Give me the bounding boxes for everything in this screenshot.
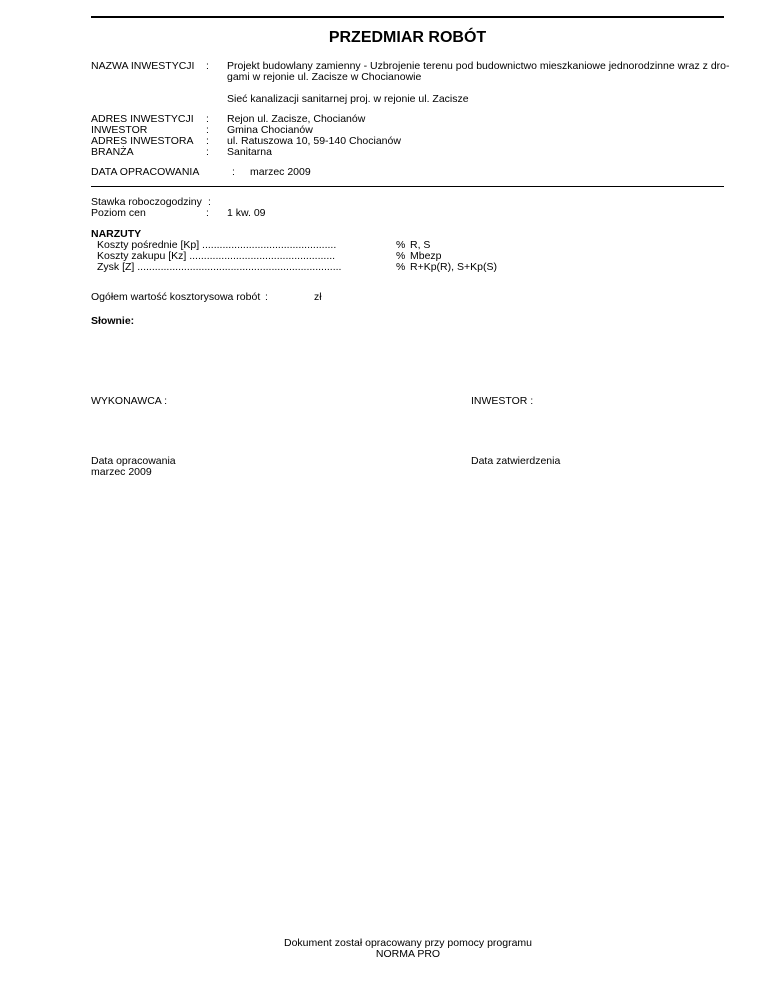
- date-prepared-separator: :: [232, 166, 235, 178]
- surcharge-label-profit: Zysk [Z] ......................................................................: [97, 261, 342, 273]
- surcharge-unit-purchase: %: [396, 250, 406, 262]
- footer-line-1: Dokument został opracowany przy pomocy programu: [283, 937, 533, 949]
- page-title: PRZEDMIAR ROBÓT: [328, 29, 487, 46]
- contractor-label: WYKONAWCA :: [91, 395, 168, 407]
- detail-separator-address: :: [206, 113, 209, 125]
- labour-rate-label: Stawka roboczogodziny: [91, 196, 202, 208]
- surcharge-label-indirect: Koszty pośrednie [Kp] ..............................................: [97, 239, 337, 251]
- surcharge-basis-profit: R+Kp(R), S+Kp(S): [410, 261, 497, 273]
- date-prepared-label: DATA OPRACOWANIA: [91, 166, 200, 178]
- in-words-label: Słownie:: [91, 315, 135, 327]
- detail-value-investor-address: ul. Ratuszowa 10, 59-140 Chocianów: [227, 135, 401, 147]
- price-level-value: 1 kw. 09: [227, 207, 266, 219]
- total-currency: zł: [314, 291, 322, 303]
- investor-signature-label: INWESTOR :: [471, 395, 534, 407]
- price-level-label: Poziom cen: [91, 207, 146, 219]
- detail-label-investor-address: ADRES INWESTORA: [91, 135, 194, 147]
- prepared-date-value: marzec 2009: [91, 466, 152, 478]
- approval-date-label: Data zatwierdzenia: [471, 455, 561, 467]
- detail-value-investor: Gmina Chocianów: [227, 124, 313, 136]
- date-prepared-value: marzec 2009: [250, 166, 311, 178]
- top-rule: [91, 16, 724, 18]
- investment-name-separator: :: [206, 60, 209, 72]
- detail-separator-investor: :: [206, 124, 209, 136]
- labour-rate-separator: :: [208, 196, 211, 208]
- surcharge-basis-indirect: R, S: [410, 239, 431, 251]
- detail-separator-trade: :: [206, 146, 209, 158]
- investment-name-line-1: Projekt budowlany zamienny - Uzbrojenie terenu pod budownictwo mieszkaniowe jednorodzinne wraz z dro-: [227, 60, 730, 72]
- detail-value-address: Rejon ul. Zacisze, Chocianów: [227, 113, 366, 125]
- surcharge-basis-purchase: Mbezp: [410, 250, 442, 262]
- footer-line-2: NORMA PRO: [375, 948, 441, 960]
- investment-name-label: NAZWA INWESTYCJI: [91, 60, 195, 72]
- detail-value-trade: Sanitarna: [227, 146, 272, 158]
- surcharge-unit-indirect: %: [396, 239, 406, 251]
- price-level-separator: :: [206, 207, 209, 219]
- total-value-separator: :: [265, 291, 268, 303]
- surcharge-unit-profit: %: [396, 261, 406, 273]
- detail-label-trade: BRANŻA: [91, 146, 134, 158]
- investment-name-line-2: gami w rejonie ul. Zacisze w Chocianowie: [227, 71, 422, 83]
- total-value-label: Ogółem wartość kosztorysowa robót: [91, 291, 261, 303]
- surcharge-label-purchase: Koszty zakupu [Kz] ..................................................: [97, 250, 336, 262]
- prepared-date-label: Data opracowania: [91, 455, 176, 467]
- investment-subtitle: Sieć kanalizacji sanitarnej proj. w rejonie ul. Zacisze: [227, 93, 469, 105]
- surcharges-heading: NARZUTY: [91, 228, 142, 240]
- detail-separator-investor-address: :: [206, 135, 209, 147]
- detail-label-investor: INWESTOR: [91, 124, 148, 136]
- middle-rule: [91, 186, 724, 187]
- detail-label-address: ADRES INWESTYCJI: [91, 113, 194, 125]
